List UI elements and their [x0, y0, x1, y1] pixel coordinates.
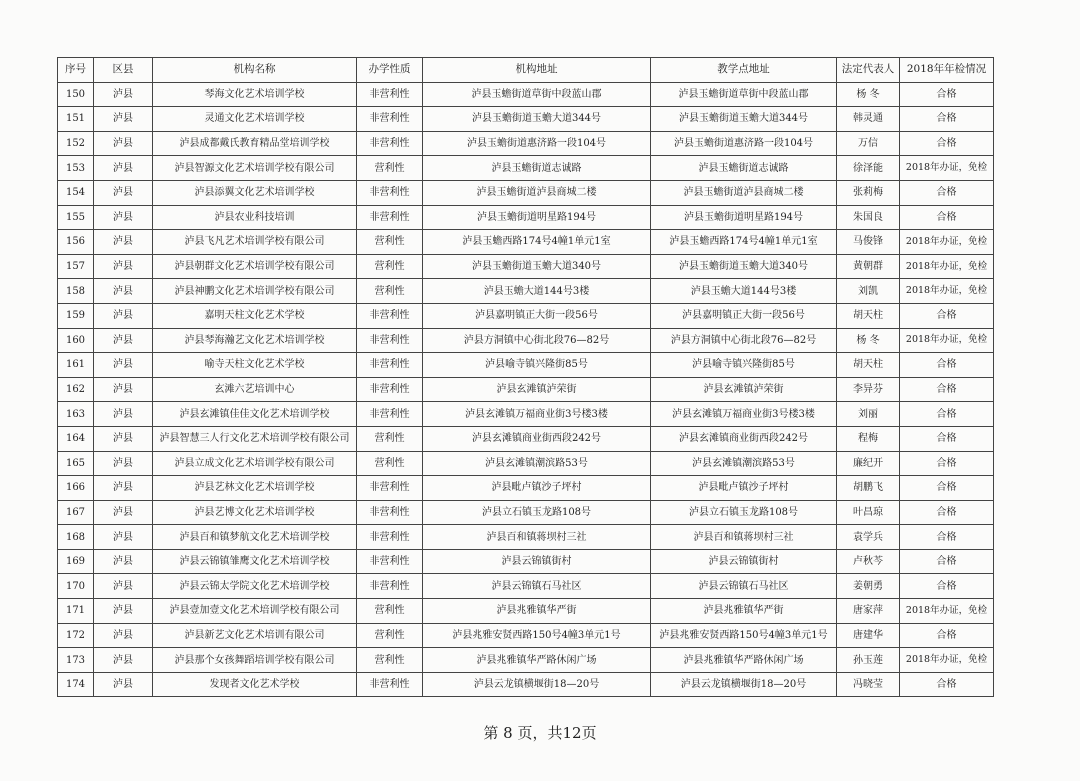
institution-name-cell: 泸县朝群文化艺术培训学校有限公司	[153, 254, 357, 279]
district-cell: 泸县	[94, 476, 153, 501]
table-row	[58, 623, 994, 648]
address-cell: 泸县玉蟾街道玉蟾大道340号	[423, 254, 651, 279]
address-cell: 泸县嘉明镇正大街一段56号	[423, 303, 651, 328]
table-row	[58, 648, 994, 673]
institution-name-cell: 泸县玄滩镇佳佳文化艺术培训学校	[153, 402, 357, 427]
institution-name-cell: 泸县农业科技培训	[153, 205, 357, 230]
table-row	[58, 672, 994, 697]
table-row	[58, 353, 994, 378]
legal-rep-cell: 李异芬	[837, 377, 900, 402]
district-cell: 泸县	[94, 328, 153, 353]
district-cell: 泸县	[94, 672, 153, 697]
inspection-cell: 合格	[900, 303, 994, 328]
address-cell: 泸县方洞镇中心街北段76—82号	[423, 328, 651, 353]
inspection-cell: 2018年办证，免检	[900, 230, 994, 255]
legal-rep-cell: 徐泽能	[837, 156, 900, 181]
index-cell: 156	[58, 230, 94, 255]
nature-cell: 营利性	[357, 623, 423, 648]
address-cell: 泸县玉蟾大道144号3楼	[423, 279, 651, 304]
institution-name-cell: 泸县飞凡艺术培训学校有限公司	[153, 230, 357, 255]
table-row	[58, 599, 994, 624]
index-cell: 155	[58, 205, 94, 230]
teaching-address-cell: 泸县玉蟾街道草街中段蓝山郡	[651, 82, 837, 107]
inspection-cell: 合格	[900, 402, 994, 427]
institution-name-cell: 泸县添翼文化艺术培训学校	[153, 180, 357, 205]
table-row	[58, 549, 994, 574]
index-cell: 168	[58, 525, 94, 550]
legal-rep-cell: 唐家萍	[837, 599, 900, 624]
teaching-address-cell: 泸县方洞镇中心街北段76—82号	[651, 328, 837, 353]
institution-name-cell: 泸县智慧三人行文化艺术培训学校有限公司	[153, 426, 357, 451]
inspection-cell: 合格	[900, 500, 994, 525]
teaching-address-cell: 泸县兆雅镇华严路休闲广场	[651, 648, 837, 673]
table-row	[58, 156, 994, 181]
address-cell: 泸县玉蟾街道玉蟾大道344号	[423, 107, 651, 132]
address-cell: 泸县玄滩镇潮滨路53号	[423, 451, 651, 476]
table-row	[58, 476, 994, 501]
institution-name-cell: 泸县智源文化艺术培训学校有限公司	[153, 156, 357, 181]
district-cell: 泸县	[94, 205, 153, 230]
legal-rep-cell: 唐建华	[837, 623, 900, 648]
index-cell: 171	[58, 599, 94, 624]
inspection-cell: 合格	[900, 549, 994, 574]
table-row	[58, 131, 994, 156]
district-cell: 泸县	[94, 402, 153, 427]
index-cell: 164	[58, 426, 94, 451]
address-cell: 泸县立石镇玉龙路108号	[423, 500, 651, 525]
index-cell: 163	[58, 402, 94, 427]
district-cell: 泸县	[94, 377, 153, 402]
inspection-cell: 2018年办证，免检	[900, 599, 994, 624]
nature-cell: 非营利性	[357, 377, 423, 402]
nature-cell: 营利性	[357, 156, 423, 181]
nature-cell: 营利性	[357, 254, 423, 279]
address-cell: 泸县玉蟾街道明星路194号	[423, 205, 651, 230]
institution-name-cell: 嘉明天柱文化艺术学校	[153, 303, 357, 328]
legal-rep-cell: 姜朝勇	[837, 574, 900, 599]
table-row	[58, 205, 994, 230]
institution-name-cell: 泸县艺博文化艺术培训学校	[153, 500, 357, 525]
legal-rep-cell: 孙玉莲	[837, 648, 900, 673]
institution-table	[57, 57, 994, 697]
table-row	[58, 254, 994, 279]
legal-rep-cell: 万信	[837, 131, 900, 156]
inspection-cell: 合格	[900, 426, 994, 451]
address-cell: 泸县玄滩镇商业街西段242号	[423, 426, 651, 451]
nature-cell: 非营利性	[357, 180, 423, 205]
column-header-legal-rep: 法定代表人	[837, 58, 900, 83]
institution-name-cell: 泸县琴海瀚艺文化艺术培训学校	[153, 328, 357, 353]
index-cell: 170	[58, 574, 94, 599]
nature-cell: 非营利性	[357, 107, 423, 132]
legal-rep-cell: 刘凯	[837, 279, 900, 304]
index-cell: 165	[58, 451, 94, 476]
legal-rep-cell: 袁学兵	[837, 525, 900, 550]
table-row	[58, 525, 994, 550]
district-cell: 泸县	[94, 156, 153, 181]
district-cell: 泸县	[94, 230, 153, 255]
teaching-address-cell: 泸县云锦镇街村	[651, 549, 837, 574]
index-cell: 169	[58, 549, 94, 574]
table-header-row	[58, 58, 994, 83]
nature-cell: 非营利性	[357, 131, 423, 156]
nature-cell: 非营利性	[357, 549, 423, 574]
nature-cell: 非营利性	[357, 672, 423, 697]
index-cell: 173	[58, 648, 94, 673]
index-cell: 154	[58, 180, 94, 205]
legal-rep-cell: 叶昌琼	[837, 500, 900, 525]
column-header-index: 序号	[58, 58, 94, 83]
district-cell: 泸县	[94, 451, 153, 476]
index-cell: 159	[58, 303, 94, 328]
legal-rep-cell: 杨 冬	[837, 82, 900, 107]
table-row	[58, 402, 994, 427]
district-cell: 泸县	[94, 131, 153, 156]
nature-cell: 营利性	[357, 451, 423, 476]
address-cell: 泸县兆雅镇华严街	[423, 599, 651, 624]
table-row	[58, 107, 994, 132]
inspection-cell: 2018年办证，免检	[900, 648, 994, 673]
institution-name-cell: 泸县百和镇梦航文化艺术培训学校	[153, 525, 357, 550]
table-body	[58, 82, 994, 697]
legal-rep-cell: 杨 冬	[837, 328, 900, 353]
legal-rep-cell: 程梅	[837, 426, 900, 451]
column-header-address: 机构地址	[423, 58, 651, 83]
table-row	[58, 500, 994, 525]
inspection-cell: 合格	[900, 451, 994, 476]
index-cell: 153	[58, 156, 94, 181]
teaching-address-cell: 泸县玄滩镇商业街西段242号	[651, 426, 837, 451]
inspection-cell: 合格	[900, 525, 994, 550]
nature-cell: 非营利性	[357, 205, 423, 230]
district-cell: 泸县	[94, 82, 153, 107]
table-row	[58, 303, 994, 328]
district-cell: 泸县	[94, 500, 153, 525]
district-cell: 泸县	[94, 180, 153, 205]
district-cell: 泸县	[94, 549, 153, 574]
legal-rep-cell: 胡天柱	[837, 303, 900, 328]
teaching-address-cell: 泸县玉蟾街道明星路194号	[651, 205, 837, 230]
district-cell: 泸县	[94, 254, 153, 279]
inspection-cell: 2018年办证，免检	[900, 254, 994, 279]
column-header-inspection: 2018年年检情况	[900, 58, 994, 83]
inspection-cell: 合格	[900, 180, 994, 205]
institution-name-cell: 喻寺天柱文化艺术学校	[153, 353, 357, 378]
inspection-cell: 2018年办证，免检	[900, 279, 994, 304]
legal-rep-cell: 黄朝群	[837, 254, 900, 279]
address-cell: 泸县兆雅镇华严路休闲广场	[423, 648, 651, 673]
district-cell: 泸县	[94, 623, 153, 648]
page-number: 第 8 页，共12页	[483, 724, 597, 742]
teaching-address-cell: 泸县玉蟾街道玉蟾大道344号	[651, 107, 837, 132]
district-cell: 泸县	[94, 303, 153, 328]
teaching-address-cell: 泸县玉蟾街道志诚路	[651, 156, 837, 181]
nature-cell: 非营利性	[357, 525, 423, 550]
legal-rep-cell: 韩灵通	[837, 107, 900, 132]
nature-cell: 非营利性	[357, 402, 423, 427]
nature-cell: 非营利性	[357, 82, 423, 107]
teaching-address-cell: 泸县兆雅安贤西路150号4幢3单元1号	[651, 623, 837, 648]
teaching-address-cell: 泸县兆雅镇华严街	[651, 599, 837, 624]
column-header-institution-name: 机构名称	[153, 58, 357, 83]
column-header-district: 区县	[94, 58, 153, 83]
index-cell: 150	[58, 82, 94, 107]
nature-cell: 非营利性	[357, 574, 423, 599]
institution-name-cell: 泸县那个女孩舞蹈培训学校有限公司	[153, 648, 357, 673]
institution-name-cell: 泸县壹加壹文化艺术培训学校有限公司	[153, 599, 357, 624]
legal-rep-cell: 朱国良	[837, 205, 900, 230]
nature-cell: 营利性	[357, 648, 423, 673]
table-row	[58, 279, 994, 304]
district-cell: 泸县	[94, 574, 153, 599]
address-cell: 泸县云龙镇横堰街18—20号	[423, 672, 651, 697]
institution-name-cell: 泸县神鹏文化艺术培训学校有限公司	[153, 279, 357, 304]
address-cell: 泸县玉蟾街道泸县商城二楼	[423, 180, 651, 205]
table-row	[58, 451, 994, 476]
teaching-address-cell: 泸县喻寺镇兴隆街85号	[651, 353, 837, 378]
institution-name-cell: 灵通文化艺术培训学校	[153, 107, 357, 132]
institution-name-cell: 泸县云锦镇雏鹰文化艺术培训学校	[153, 549, 357, 574]
district-cell: 泸县	[94, 599, 153, 624]
inspection-cell: 合格	[900, 131, 994, 156]
institution-name-cell: 泸县艺林文化艺术培训学校	[153, 476, 357, 501]
inspection-cell: 合格	[900, 672, 994, 697]
nature-cell: 营利性	[357, 599, 423, 624]
teaching-address-cell: 泸县玉蟾街道泸县商城二楼	[651, 180, 837, 205]
inspection-cell: 合格	[900, 205, 994, 230]
legal-rep-cell: 廉纪开	[837, 451, 900, 476]
inspection-cell: 合格	[900, 623, 994, 648]
nature-cell: 非营利性	[357, 303, 423, 328]
address-cell: 泸县玉蟾街道草街中段蓝山郡	[423, 82, 651, 107]
nature-cell: 非营利性	[357, 476, 423, 501]
legal-rep-cell: 胡天柱	[837, 353, 900, 378]
teaching-address-cell: 泸县百和镇蒋坝村三社	[651, 525, 837, 550]
nature-cell: 营利性	[357, 426, 423, 451]
address-cell: 泸县百和镇蒋坝村三社	[423, 525, 651, 550]
teaching-address-cell: 泸县玉蟾街道惠济路一段104号	[651, 131, 837, 156]
teaching-address-cell: 泸县毗卢镇沙子坪村	[651, 476, 837, 501]
inspection-cell: 合格	[900, 82, 994, 107]
inspection-cell: 合格	[900, 107, 994, 132]
table-row	[58, 180, 994, 205]
teaching-address-cell: 泸县玉蟾街道玉蟾大道340号	[651, 254, 837, 279]
address-cell: 泸县玉蟾街道志诚路	[423, 156, 651, 181]
index-cell: 172	[58, 623, 94, 648]
address-cell: 泸县玄滩镇万福商业街3号楼3楼	[423, 402, 651, 427]
index-cell: 152	[58, 131, 94, 156]
address-cell: 泸县玄滩镇泸荣街	[423, 377, 651, 402]
index-cell: 166	[58, 476, 94, 501]
address-cell: 泸县毗卢镇沙子坪村	[423, 476, 651, 501]
address-cell: 泸县喻寺镇兴隆街85号	[423, 353, 651, 378]
teaching-address-cell: 泸县立石镇玉龙路108号	[651, 500, 837, 525]
legal-rep-cell: 刘丽	[837, 402, 900, 427]
index-cell: 167	[58, 500, 94, 525]
index-cell: 160	[58, 328, 94, 353]
institution-name-cell: 发现者文化艺术学校	[153, 672, 357, 697]
legal-rep-cell: 卢秋芩	[837, 549, 900, 574]
district-cell: 泸县	[94, 426, 153, 451]
institution-name-cell: 琴海文化艺术培训学校	[153, 82, 357, 107]
table-row	[58, 230, 994, 255]
district-cell: 泸县	[94, 279, 153, 304]
column-header-nature: 办学性质	[357, 58, 423, 83]
teaching-address-cell: 泸县云锦镇石马社区	[651, 574, 837, 599]
teaching-address-cell: 泸县玄滩镇潮滨路53号	[651, 451, 837, 476]
district-cell: 泸县	[94, 525, 153, 550]
table-row	[58, 82, 994, 107]
index-cell: 174	[58, 672, 94, 697]
teaching-address-cell: 泸县玉蟾大道144号3楼	[651, 279, 837, 304]
address-cell: 泸县兆雅安贤西路150号4幢3单元1号	[423, 623, 651, 648]
teaching-address-cell: 泸县玄滩镇万福商业街3号楼3楼	[651, 402, 837, 427]
district-cell: 泸县	[94, 353, 153, 378]
inspection-cell: 2018年办证，免检	[900, 156, 994, 181]
legal-rep-cell: 张莉梅	[837, 180, 900, 205]
institution-name-cell: 泸县立成文化艺术培训学校有限公司	[153, 451, 357, 476]
nature-cell: 非营利性	[357, 353, 423, 378]
institution-name-cell: 泸县新艺文化艺术培训有限公司	[153, 623, 357, 648]
address-cell: 泸县云锦镇街村	[423, 549, 651, 574]
table-row	[58, 377, 994, 402]
table-row	[58, 328, 994, 353]
index-cell: 151	[58, 107, 94, 132]
legal-rep-cell: 胡鹏飞	[837, 476, 900, 501]
teaching-address-cell: 泸县玉蟾西路174号4幢1单元1室	[651, 230, 837, 255]
inspection-cell: 合格	[900, 476, 994, 501]
nature-cell: 非营利性	[357, 500, 423, 525]
index-cell: 162	[58, 377, 94, 402]
teaching-address-cell: 泸县云龙镇横堰街18—20号	[651, 672, 837, 697]
district-cell: 泸县	[94, 648, 153, 673]
teaching-address-cell: 泸县玄滩镇泸荣街	[651, 377, 837, 402]
index-cell: 157	[58, 254, 94, 279]
institution-name-cell: 玄滩六艺培训中心	[153, 377, 357, 402]
district-cell: 泸县	[94, 107, 153, 132]
inspection-cell: 合格	[900, 377, 994, 402]
inspection-cell: 2018年办证，免检	[900, 328, 994, 353]
inspection-cell: 合格	[900, 353, 994, 378]
index-cell: 158	[58, 279, 94, 304]
table-row	[58, 426, 994, 451]
teaching-address-cell: 泸县嘉明镇正大街一段56号	[651, 303, 837, 328]
inspection-cell: 合格	[900, 574, 994, 599]
column-header-teaching-address: 教学点地址	[651, 58, 837, 83]
legal-rep-cell: 冯晓莹	[837, 672, 900, 697]
legal-rep-cell: 马俊锋	[837, 230, 900, 255]
institution-name-cell: 泸县云锦太学院文化艺术培训学校	[153, 574, 357, 599]
address-cell: 泸县云锦镇石马社区	[423, 574, 651, 599]
index-cell: 161	[58, 353, 94, 378]
nature-cell: 营利性	[357, 279, 423, 304]
nature-cell: 非营利性	[357, 328, 423, 353]
table-row	[58, 574, 994, 599]
nature-cell: 营利性	[357, 230, 423, 255]
institution-name-cell: 泸县成都戴氏教育精品堂培训学校	[153, 131, 357, 156]
address-cell: 泸县玉蟾西路174号4幢1单元1室	[423, 230, 651, 255]
address-cell: 泸县玉蟾街道惠济路一段104号	[423, 131, 651, 156]
